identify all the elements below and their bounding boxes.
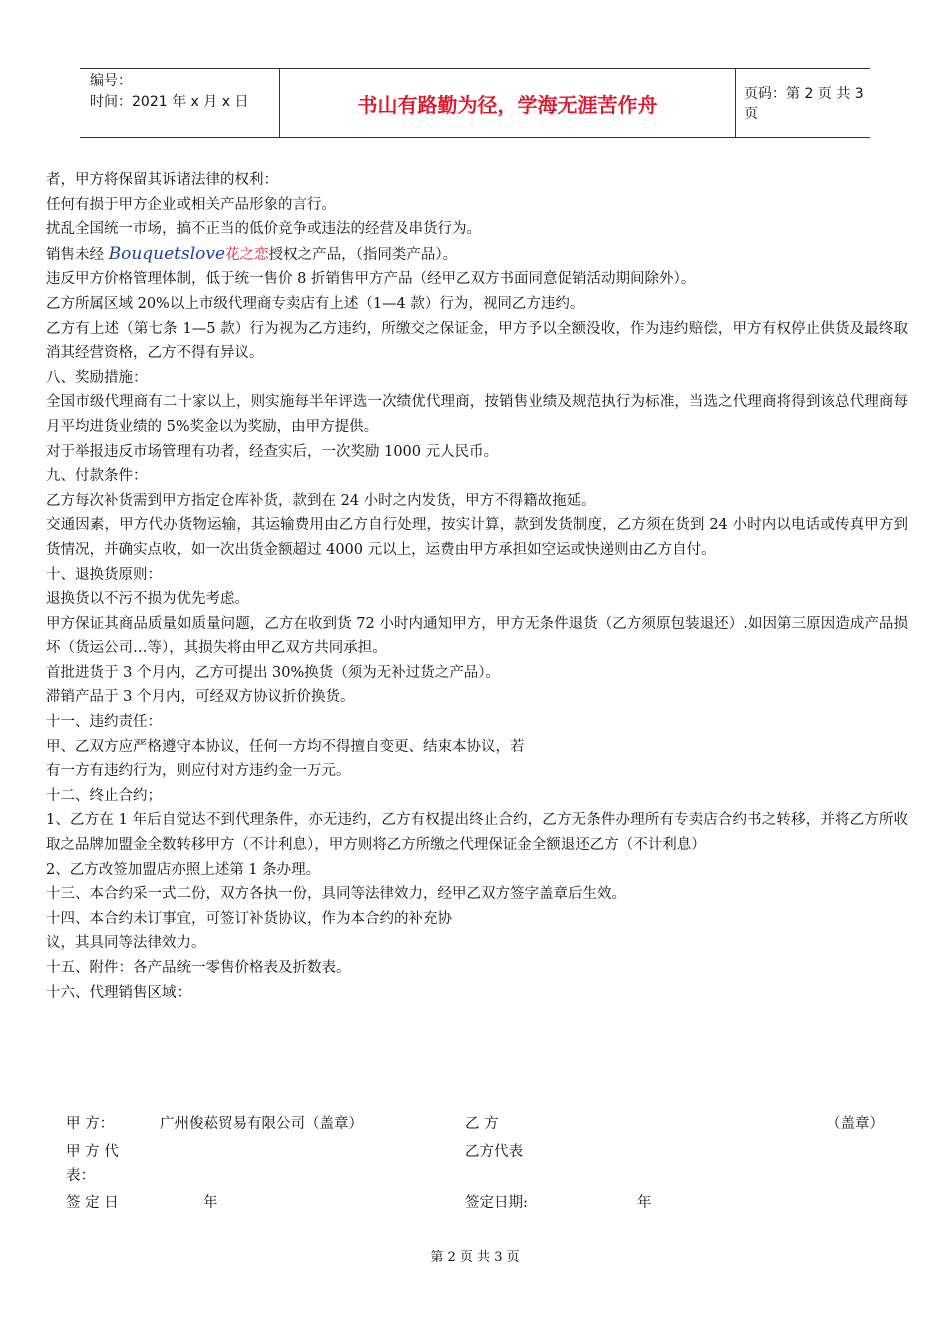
paragraph: 十五、附件：各产品统一零售价格表及折数表。 bbox=[46, 960, 351, 976]
paragraph: 滞销产品于 3 个月内，可经双方协议折价换货。 bbox=[46, 689, 355, 706]
brand-name-english: Bouquetslove bbox=[108, 243, 226, 264]
paragraph: 有一方有违约行为，则应付对方违约金一万元。 bbox=[46, 763, 351, 780]
header-page-info: 页码：第 2 页 共 3 页 bbox=[744, 86, 864, 122]
paragraph: 对于举报违反市场管理有功者，经查实后，一次奖励 1000 元人民币。 bbox=[46, 443, 499, 460]
paragraph-prefix: 销售未经 bbox=[46, 246, 109, 263]
header-motto: 书山有路勤为径，学海无涯苦作舟 bbox=[280, 69, 736, 137]
paragraph: 乙方每次补货需到甲方指定仓库补货，款到在 24 小时之内发货，甲方不得籍故拖延。 bbox=[46, 492, 596, 509]
paragraph: 者，甲方将保留其诉诸法律的权利： bbox=[46, 172, 278, 188]
paragraph-brand bbox=[46, 242, 908, 268]
party-b-rep-label: 乙方代表 bbox=[465, 1144, 523, 1160]
page-header bbox=[80, 68, 870, 138]
party-a-year: 年 bbox=[203, 1195, 218, 1211]
section-heading: 十、退换货原则： bbox=[46, 566, 162, 583]
paragraph: 首批进货于 3 个月内，乙方可提出 30%换货（须为无补过货之产品）。 bbox=[46, 664, 501, 681]
party-a-label: 甲 方： bbox=[66, 1116, 115, 1132]
party-a-name: 广州俊菘贸易有限公司（盖章） bbox=[160, 1116, 363, 1132]
brand-name-chinese: 花之恋 bbox=[225, 246, 269, 263]
paragraph: 全国市级代理商有二十家以上，则实施每半年评选一次绩优代理商，按销售业绩及规范执行为标准，当选之代理商将得到该总代理商每月平均进货业绩的 5%奖金以为奖励，由甲方提供。 bbox=[46, 394, 908, 435]
paragraph: 议，其具同等法律效力。 bbox=[46, 935, 206, 952]
paragraph: 扰乱全国统一市场，搞不正当的低价竞争或违法的经营及串货行为。 bbox=[46, 221, 481, 238]
paragraph: 甲方保证其商品质量如质量问题，乙方在收到货 72 小时内通知甲方，甲方无条件退货（乙方须原包装退还）.如因第三原因造成产品损坏（货运公司…等），其损失将由甲乙双方共同承担。 bbox=[46, 615, 908, 657]
paragraph: 退换货以不污不损为优先考虑。 bbox=[46, 591, 249, 608]
section-heading: 八、奖励措施： bbox=[46, 369, 148, 386]
paragraph: 十四、本合约未订事宜，可签订补货协议，作为本合约的补充协 bbox=[46, 910, 452, 927]
paragraph: 1、乙方在 1 年后自觉达不到代理条件，亦无违约，乙方有权提出终止合约，乙方无条件办理所有专卖店合约书之转移，并将乙方所收取之品牌加盟金全数转移甲方（不计利息），甲方则将乙方所缴之代理保证金全额退还乙方（不计利息） bbox=[46, 812, 908, 854]
paragraph: 任何有损于甲方企业或相关产品形象的言行。 bbox=[46, 196, 336, 213]
header-meta bbox=[80, 69, 280, 137]
party-b-year: 年 bbox=[637, 1195, 652, 1211]
document-body bbox=[46, 168, 908, 1005]
paragraph: 甲、乙双方应严格遵守本协议，任何一方均不得擅自变更、结束本协议，若 bbox=[46, 738, 525, 755]
party-a-rep-label: 甲 方 代 bbox=[66, 1144, 119, 1160]
party-a-rep-label-cont: 表： bbox=[66, 1168, 95, 1184]
party-a-date-label: 签 定 日 bbox=[66, 1195, 119, 1211]
section-heading: 九、付款条件： bbox=[46, 468, 148, 485]
party-b-date-label: 签定日期: bbox=[465, 1195, 528, 1211]
party-b-label: 乙 方 bbox=[465, 1116, 499, 1132]
document-time: 时间：2021 年 x 月 x 日 bbox=[90, 94, 249, 110]
paragraph: 2、乙方改签加盟店亦照上述第 1 条办理。 bbox=[46, 861, 321, 878]
section-heading: 十一、违约责任： bbox=[46, 714, 162, 731]
paragraph-suffix: 授权之产品，（指同类产品）。 bbox=[268, 246, 458, 263]
party-b-seal: （盖章） bbox=[826, 1116, 884, 1132]
page-footer: 第 2 页 共 3 页 bbox=[430, 1250, 520, 1265]
document-number-label: 编号： bbox=[90, 73, 132, 89]
paragraph: 乙方有上述（第七条 1—5 款）行为视为乙方违约，所缴交之保证金，甲方予以全额没收，作为违约赔偿，甲方有权停止供货及最终取消其经营资格，乙方不得有异议。 bbox=[46, 320, 908, 362]
section-heading: 十二、终止合约； bbox=[46, 787, 162, 804]
paragraph: 违反甲方价格管理体制，低于统一售价 8 折销售甲方产品（经甲乙双方书面同意促销活动期间除外）。 bbox=[46, 271, 696, 288]
paragraph: 交通因素，甲方代办货物运输，其运输费用由乙方自行处理，按实计算，款到发货制度，乙方须在货到 24 小时内以电话或传真甲方到货情况，并确实点收，如一次出货金额超过 4000 元以上，运费由甲方承担如空运或快递则由乙方自付。 bbox=[46, 517, 908, 558]
paragraph: 十三、本合约采一式二份，双方各执一份，具同等法律效力，经甲乙双方签字盖章后生效。 bbox=[46, 886, 626, 903]
section-heading: 十六、代理销售区域： bbox=[46, 984, 191, 1001]
paragraph: 乙方所属区域 20%以上市级代理商专卖店有上述（1—4 款）行为，视同乙方违约。 bbox=[46, 295, 585, 312]
